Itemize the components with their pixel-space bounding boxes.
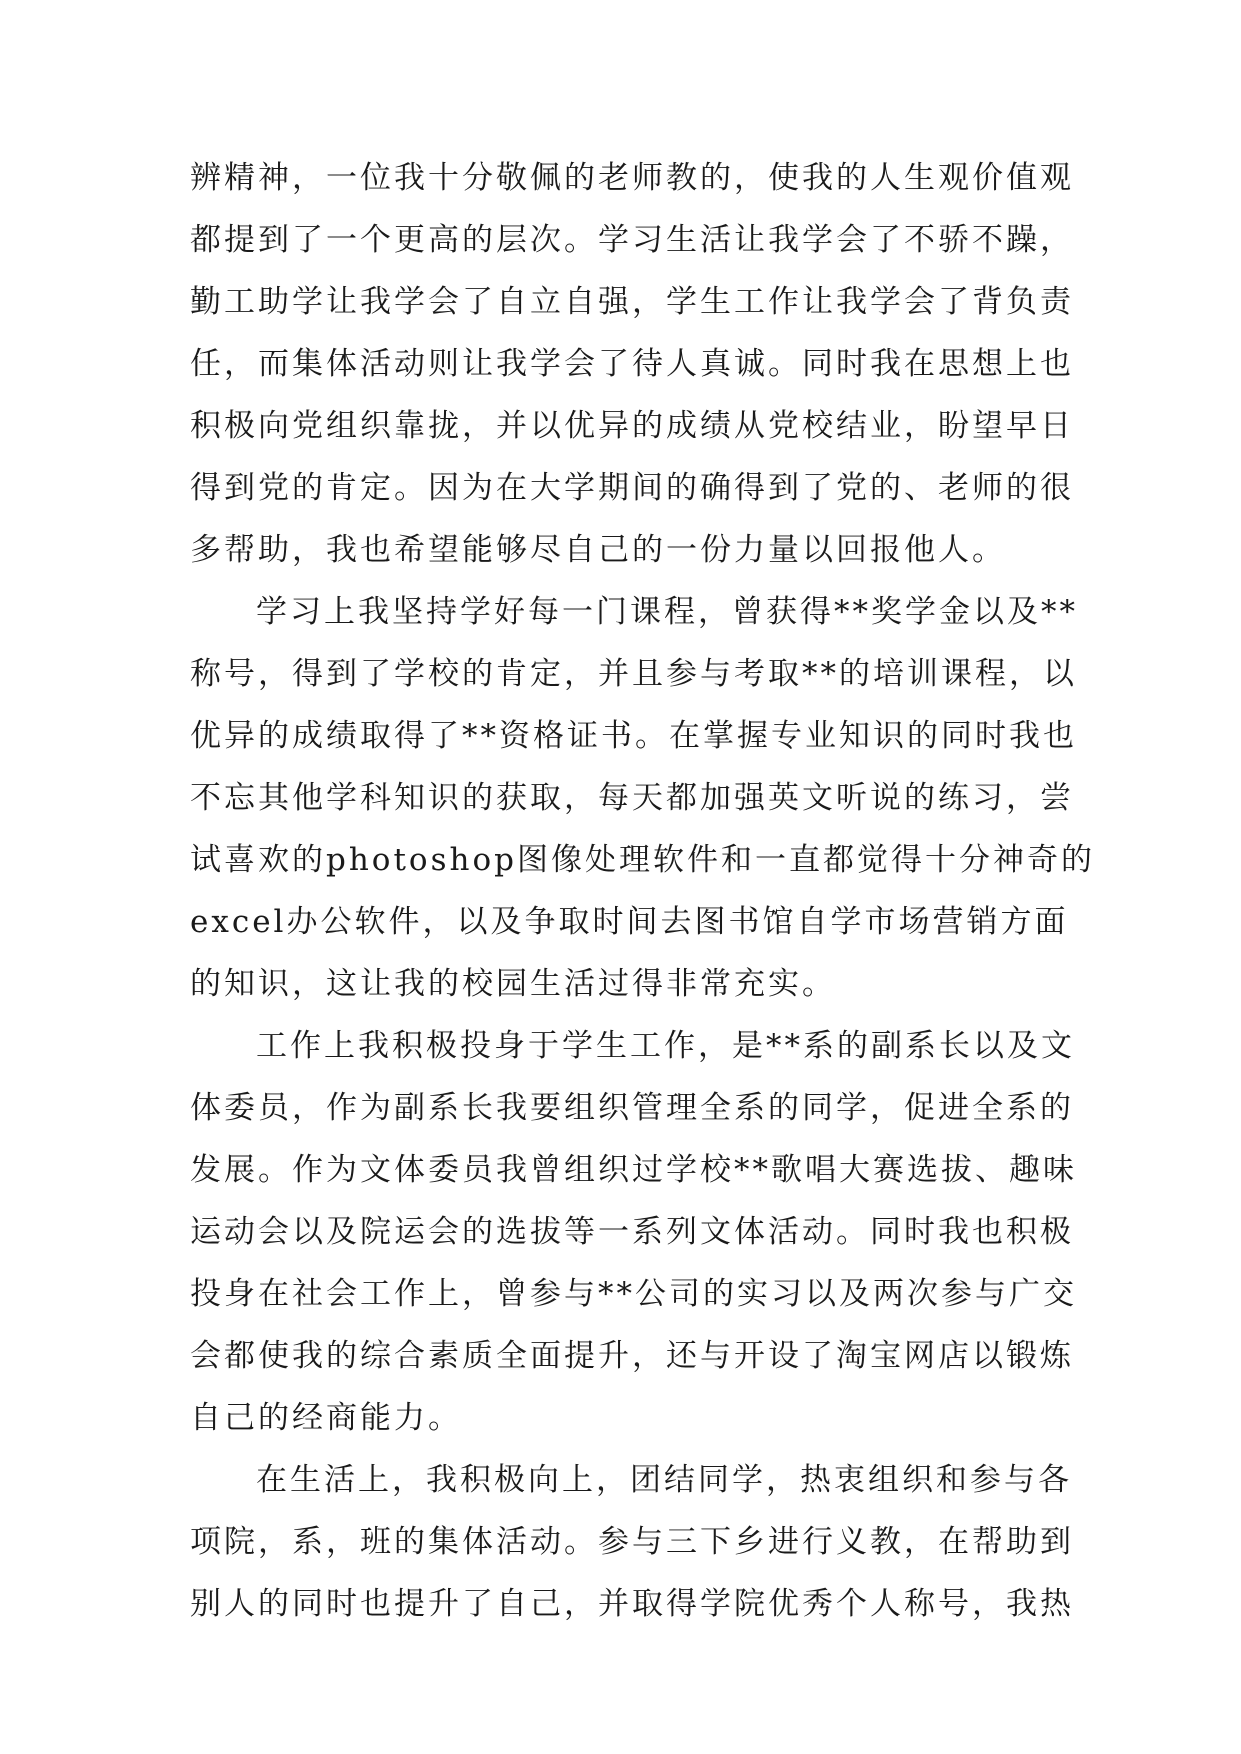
paragraph-first-line: 在生活上，我积极向上，团结同学，热衷组织和参与各 <box>256 1462 1072 1498</box>
text-line: 优异的成绩取得了**资格证书。在掌握专业知识的同时我也 <box>190 718 1077 754</box>
text-line: 都提到了一个更高的层次。学习生活让我学会了不骄不躁， <box>190 222 1074 258</box>
text-line: 得到党的肯定。因为在大学期间的确得到了党的、老师的很 <box>190 470 1074 506</box>
text-line: 体委员，作为副系长我要组织管理全系的同学，促进全系的 <box>190 1090 1074 1126</box>
text-line: 积极向党组织靠拢，并以优异的成绩从党校结业，盼望早日 <box>190 408 1074 444</box>
text-line: 运动会以及院运会的选拔等一系列文体活动。同时我也积极 <box>190 1214 1074 1250</box>
text-line: 试喜欢的photoshop图像处理软件和一直都觉得十分神奇的 <box>190 842 1095 878</box>
text-line: 辨精神，一位我十分敬佩的老师教的，使我的人生观价值观 <box>190 160 1074 196</box>
text-line: 投身在社会工作上，曾参与**公司的实习以及两次参与广交 <box>190 1276 1077 1312</box>
text-line: 别人的同时也提升了自己，并取得学院优秀个人称号，我热 <box>190 1586 1074 1622</box>
text-line: 任，而集体活动则让我学会了待人真诚。同时我在思想上也 <box>190 346 1074 382</box>
body-text <box>190 158 1095 1646</box>
text-line: 多帮助，我也希望能够尽自己的一份力量以回报他人。 <box>190 532 1006 568</box>
text-line: 发展。作为文体委员我曾组织过学校**歌唱大赛选拔、趣味 <box>190 1152 1077 1188</box>
text-line: excel办公软件，以及争取时间去图书馆自学市场营销方面 <box>190 904 1069 940</box>
text-line: 称号，得到了学校的肯定，并且参与考取**的培训课程，以 <box>190 656 1077 692</box>
paragraph-first-line: 工作上我积极投身于学生工作，是**系的副系长以及文 <box>256 1028 1075 1064</box>
text-line: 勤工助学让我学会了自立自强，学生工作让我学会了背负责 <box>190 284 1074 320</box>
text-line: 自己的经商能力。 <box>190 1400 462 1436</box>
text-line: 的知识，这让我的校园生活过得非常充实。 <box>190 966 836 1002</box>
text-line: 项院，系，班的集体活动。参与三下乡进行义教，在帮助到 <box>190 1524 1074 1560</box>
text-line: 会都使我的综合素质全面提升，还与开设了淘宝网店以锻炼 <box>190 1338 1074 1374</box>
text-line: 不忘其他学科知识的获取，每天都加强英文听说的练习，尝 <box>190 780 1074 816</box>
paragraph-first-line: 学习上我坚持学好每一门课程，曾获得**奖学金以及** <box>256 594 1078 630</box>
